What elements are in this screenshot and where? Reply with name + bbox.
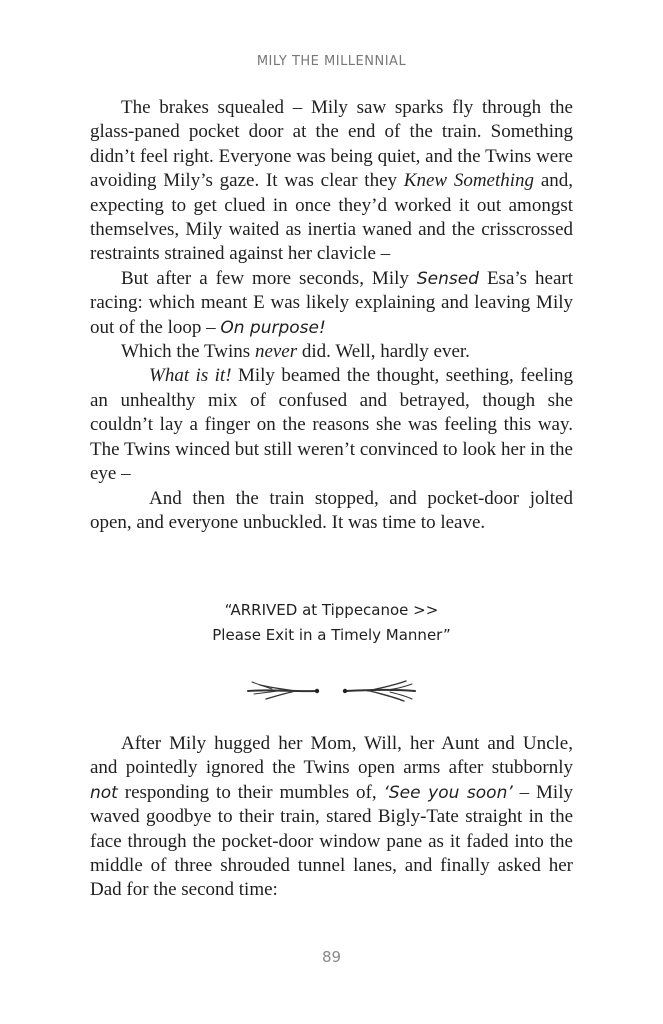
paragraph-text: and, expecting to get clued in once they’d worked it out amongst themselves, Mily waited as inertia waned and the crisscrossed restraints strained against her clavicle – <box>90 170 574 265</box>
paragraph <box>90 732 573 903</box>
emphasis-text: not <box>90 782 118 803</box>
notice-line: “ARRIVED at Tippecanoe >> <box>224 601 439 619</box>
paragraph <box>90 364 573 486</box>
paragraph <box>90 340 573 364</box>
paragraph-text: Mily beamed the thought, seething, feeling an unhealthy mix of confused and betrayed, though she couldn’t lay a finger on the reasons she was feeling this way. The Twins winced but still weren’t convinced to look her in the eye – <box>90 365 573 485</box>
paragraph <box>90 487 573 536</box>
paragraph-text: But after a few more seconds, Mily <box>121 267 417 289</box>
emphasis-text: Knew Something <box>403 170 535 192</box>
emphasis-text: never <box>254 341 298 363</box>
paragraph-text: And then the train stopped, and pocket-door jolted open, and everyone unbuckled. It was time to leave. <box>90 487 573 533</box>
paragraph-text: The brakes squealed – Mily saw sparks fly through the glass-paned pocket door at the end of the train. Something didn’t feel right. Everyone was being quiet, and the Twins were avoiding Mily’s gaze. It was clear they <box>90 97 573 192</box>
emphasis-text: Sensed <box>416 268 479 289</box>
twig-divider-icon <box>240 668 423 714</box>
paragraph-text: After Mily hugged her Mom, Will, her Aunt and Uncle, and pointedly ignored the Twins open arms after stubbornly <box>90 733 573 779</box>
paragraph <box>90 96 573 267</box>
emphasis-text: What is it! <box>149 365 232 387</box>
paragraph-text: responding to their mumbles of, <box>117 781 384 803</box>
paragraph-text: Esa’s heart racing: which meant E was likely explaining and leaving Mily out of the loop – <box>90 267 573 338</box>
body-text-block <box>90 732 573 903</box>
paragraph-text: Which the Twins <box>121 341 255 363</box>
notice-line: Please Exit in a Timely Manner” <box>212 626 451 644</box>
paragraph-text: did. Well, hardly ever. <box>297 341 470 363</box>
running-header: MILY THE MILLENNIAL <box>256 54 407 69</box>
paragraph-text: – Mily waved goodbye to their train, stared Bigly-Tate straight in the face through the pocket-door window pane as it faded into the middle of three shrouded tunnel lanes, and finally asked her Dad for the second time: <box>90 781 573 901</box>
page-number: 89 <box>321 948 342 966</box>
emphasis-text: On purpose! <box>220 317 326 338</box>
body-text-block <box>90 96 573 535</box>
paragraph <box>90 267 573 340</box>
arrival-notice <box>0 598 663 648</box>
emphasis-text: ‘See you soon’ <box>383 782 513 803</box>
